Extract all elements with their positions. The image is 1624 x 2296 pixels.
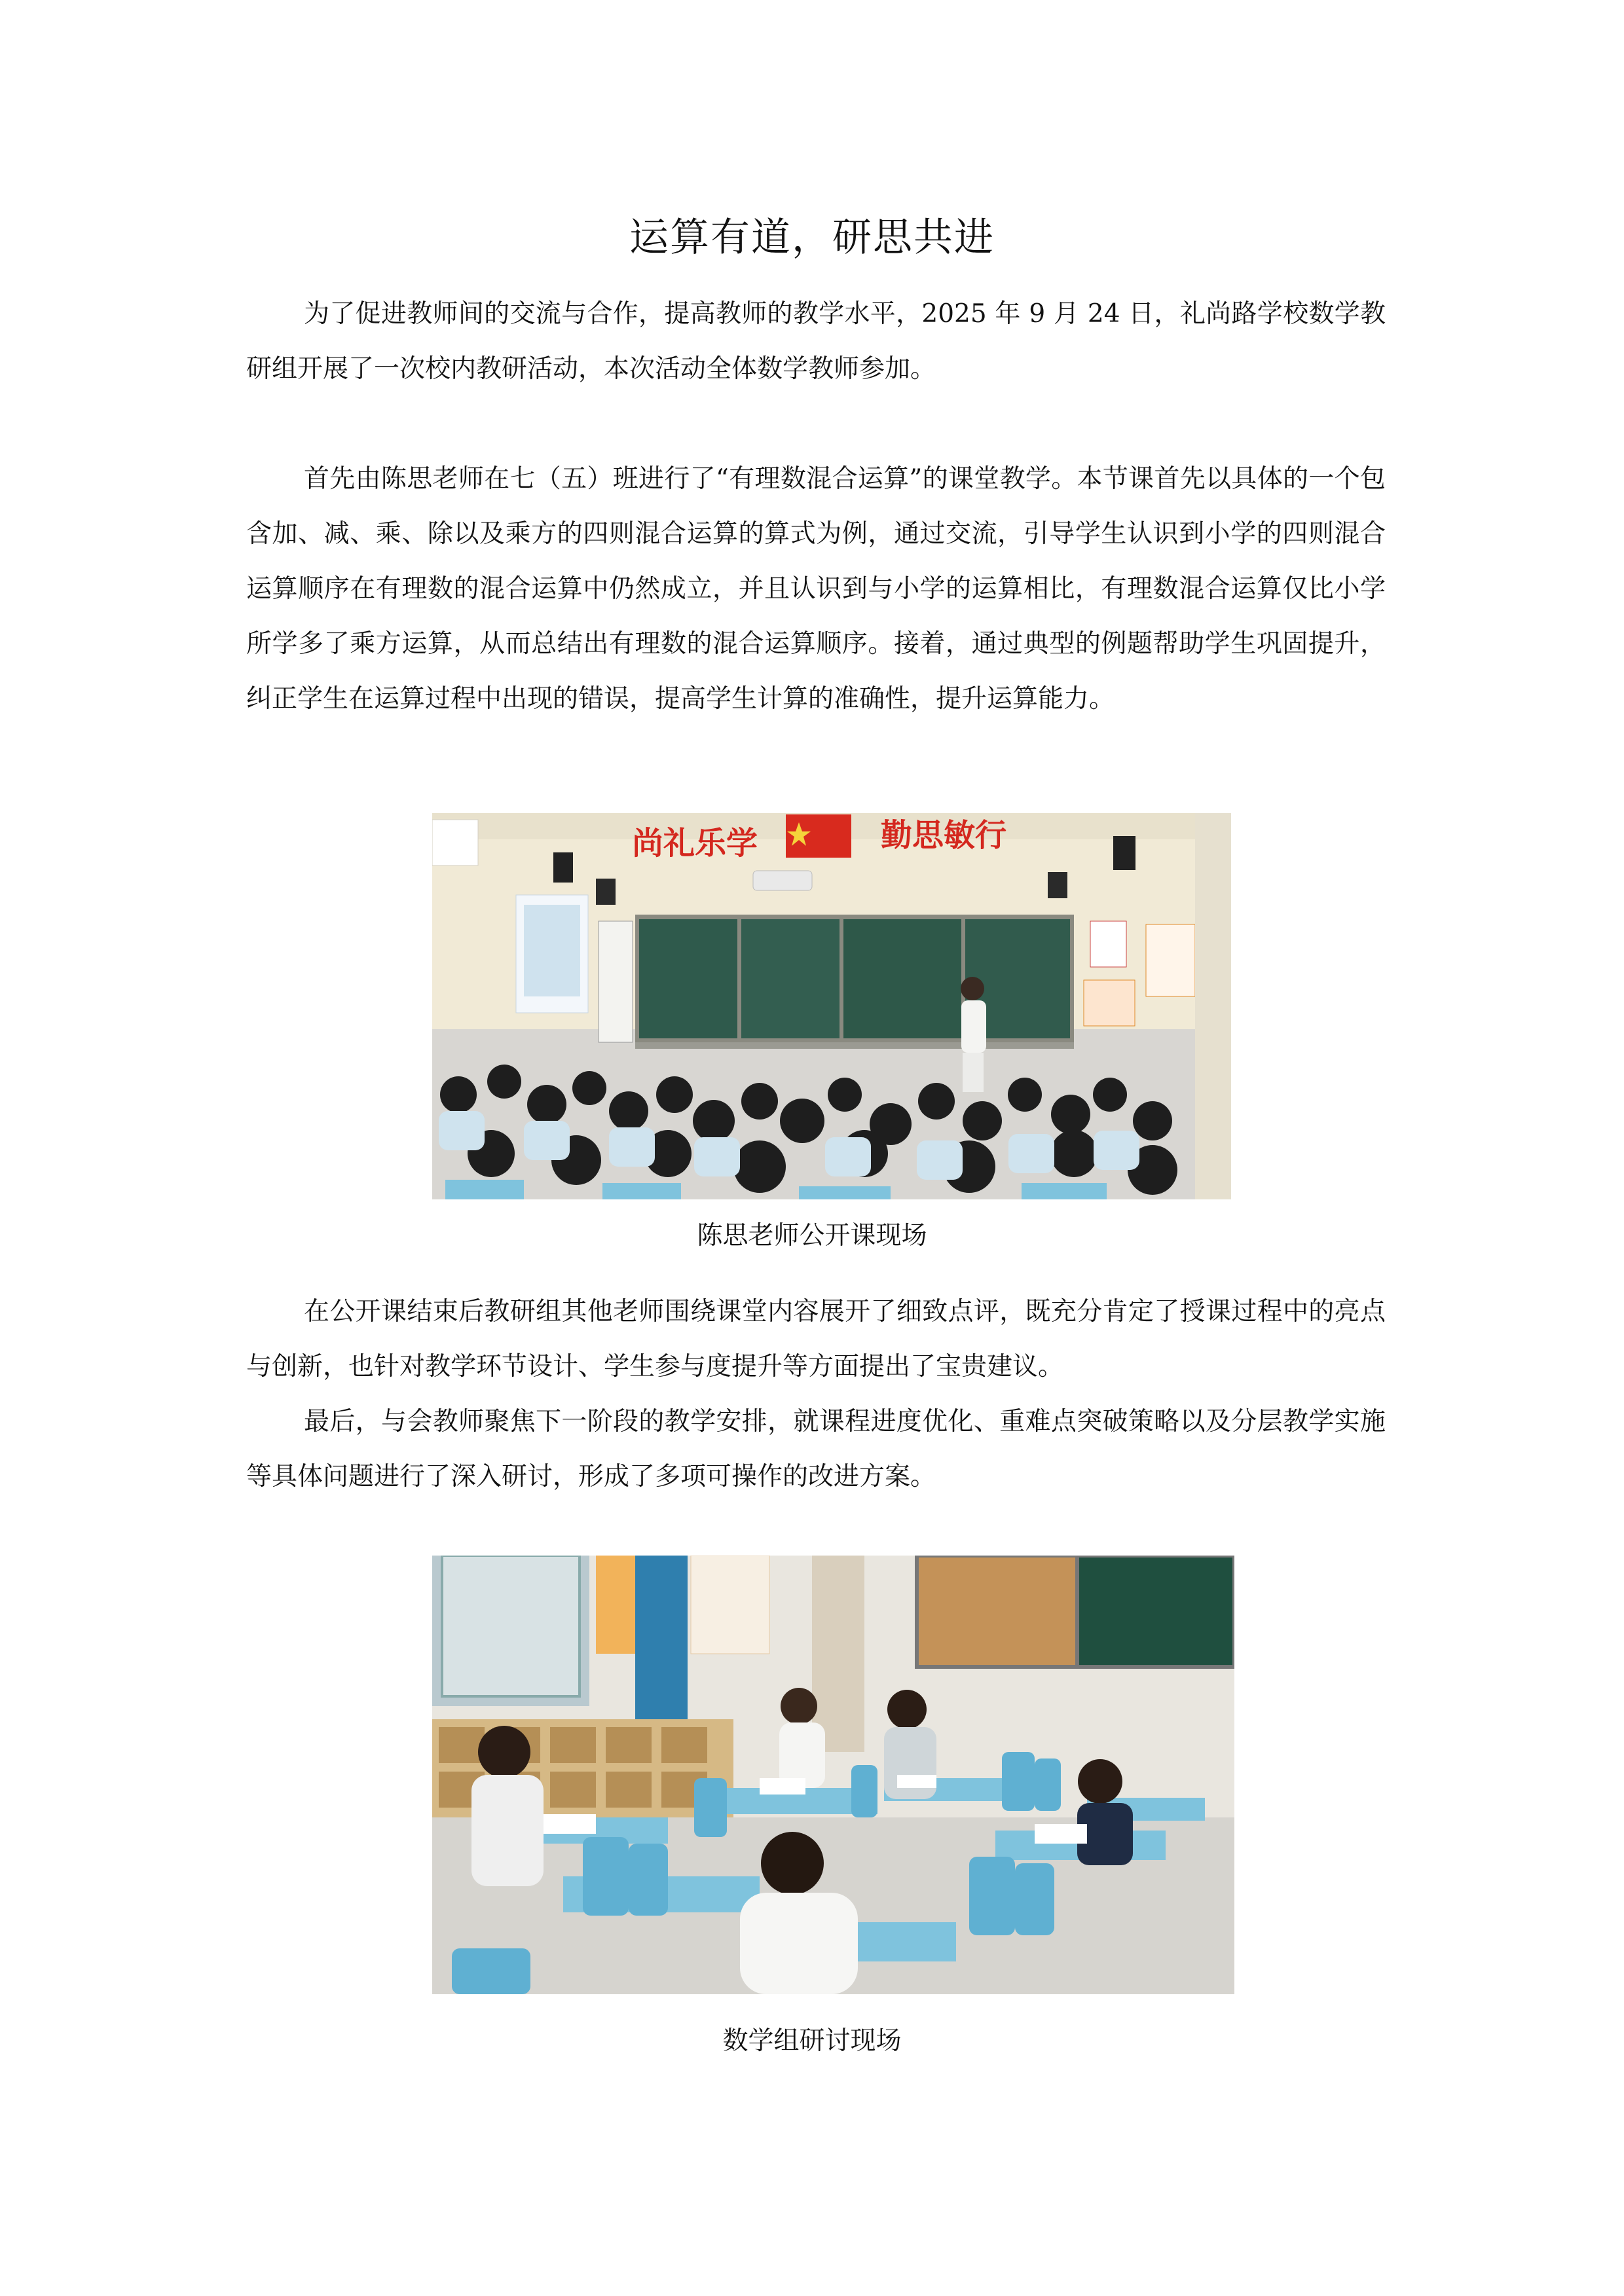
banner-left: 尚礼乐学 — [632, 825, 758, 862]
banner-right: 勤思敏行 — [881, 817, 1007, 854]
paragraph-lesson: 首先由陈思老师在七（五）班进行了“有理数混合运算”的课堂教学。本节课首先以具体的一个包含加、减、乘、除以及乘方的四则混合运算的算式为例，通过交流，引导学生认识到小学的四则混合运算顺序在有理数的混合运算中仍然成立，并且认识到与小学的运算相比，有理数混合运算仅比小学所学多了乘方运算，从而总结出有理数的混合运算顺序。接着，通过典型的例题帮助学生巩固提升，纠正学生在运算过程中出现的错误，提高学生计算的准确性，提升运算能力。 — [246, 464, 1386, 714]
page-title: 运算有道，研思共进 — [629, 215, 995, 261]
paragraph-review: 在公开课结束后教研组其他老师围绕课堂内容展开了细致点评，既充分肯定了授课过程中的亮点与创新，也针对教学环节设计、学生参与度提升等方面提出了宝贵建议。 — [246, 1297, 1386, 1381]
photo-caption-2: 数学组研讨现场 — [722, 2026, 902, 2056]
photo-caption-1: 陈思老师公开课现场 — [697, 1221, 927, 1250]
paragraph-intro: 为了促进教师间的交流与合作，提高教师的教学水平，2025 年 9 月 24 日，礼尚路学校数学教研组开展了一次校内教研活动，本次活动全体数学教师参加。 — [246, 299, 1386, 384]
paragraph-conclusion: 最后，与会教师聚焦下一阶段的教学安排，就课程进度优化、重难点突破策略以及分层教学实施等具体问题进行了深入研讨，形成了多项可操作的改进方案。 — [246, 1407, 1386, 1491]
classroom-photo — [432, 813, 1231, 1199]
discussion-photo — [432, 1556, 1234, 1994]
